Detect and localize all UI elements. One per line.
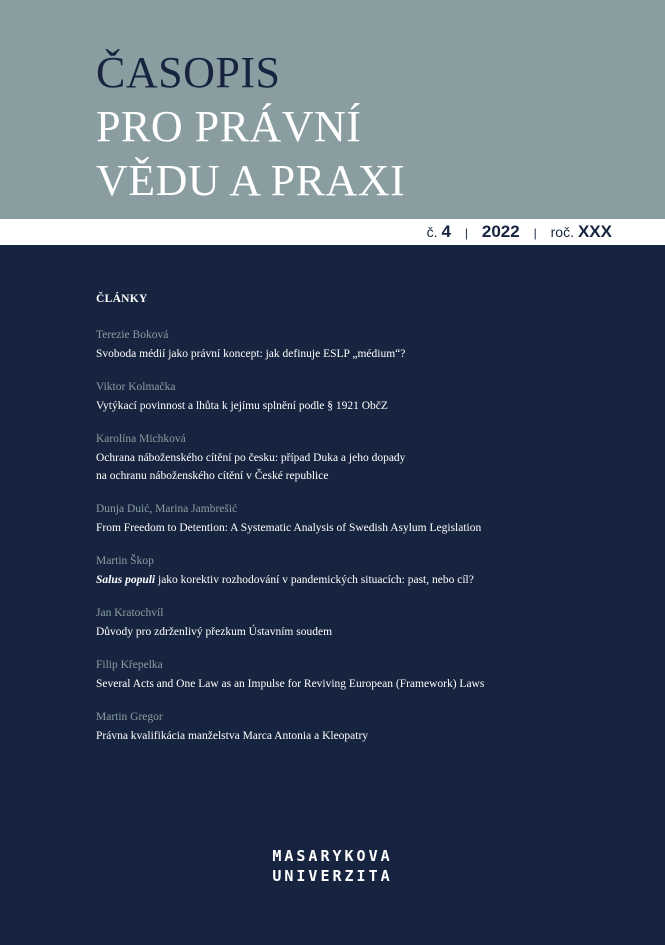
article-title-rest: jako korektiv rozhodování v pandemických situacích: past, nebo cíl? — [155, 574, 474, 586]
article-title: Právna kvalifikácia manželstva Marca Antonia a Kleopatry — [96, 730, 369, 742]
article-item — [96, 431, 616, 485]
publisher-line2: UNIVERZITA — [272, 867, 393, 885]
issue-year: 2022 — [481, 222, 520, 241]
article-title — [96, 449, 616, 485]
table-of-contents — [96, 291, 616, 761]
article-author: Martin Gregor — [96, 711, 163, 723]
publisher-logo — [0, 846, 665, 886]
article-author: Filip Křepelka — [96, 659, 163, 671]
article-item — [96, 327, 616, 363]
article-author: Dunja Duić, Marina Jambrešić — [96, 503, 238, 515]
article-author: Terezie Boková — [96, 329, 169, 341]
article-item — [96, 605, 616, 641]
volume-number: XXX — [577, 222, 612, 241]
article-title: Svoboda médií jako právní koncept: jak definuje ESLP „médium“? — [96, 348, 406, 360]
article-title — [96, 571, 616, 589]
article-item — [96, 657, 616, 693]
article-author: Martin Škop — [96, 555, 154, 567]
article-title: Důvody pro zdrženlivý přezkum Ústavním soudem — [96, 626, 333, 638]
article-title-italic: Salus populi — [96, 574, 156, 586]
journal-title-line1: ČASOPIS — [96, 48, 281, 97]
publisher-line1: MASARYKOVA — [272, 847, 393, 865]
issue-number: 4 — [441, 222, 451, 241]
article-title: Several Acts and One Law as an Impulse for Reviving European (Framework) Laws — [96, 678, 485, 690]
article-item — [96, 501, 616, 537]
article-item — [96, 379, 616, 415]
article-item — [96, 553, 616, 589]
issue-info — [427, 222, 612, 243]
article-title-line: Ochrana náboženského cítění po česku: případ Duka a jeho dopady — [96, 452, 406, 464]
cover-header — [0, 0, 665, 219]
issue-band — [0, 219, 665, 245]
journal-title — [96, 46, 405, 208]
journal-title-line2: PRO PRÁVNÍ — [96, 102, 362, 151]
article-author: Viktor Kolmačka — [96, 381, 176, 393]
issue-number-prefix: č. — [426, 224, 438, 240]
issue-separator: | — [533, 226, 537, 240]
article-item — [96, 709, 616, 745]
article-title-line: na ochranu náboženského cítění v České republice — [96, 470, 329, 482]
volume-prefix: roč. — [550, 224, 574, 240]
article-author: Karolína Michková — [96, 433, 186, 445]
article-author: Jan Kratochvíl — [96, 607, 164, 619]
issue-separator: | — [464, 226, 468, 240]
article-title: From Freedom to Detention: A Systematic Analysis of Swedish Asylum Legislation — [96, 522, 482, 534]
article-title: Vytýkací povinnost a lhůta k jejímu splnění podle § 1921 ObčZ — [96, 400, 388, 412]
journal-title-line3: VĚDU A PRAXI — [96, 156, 406, 205]
section-heading: ČLÁNKY — [96, 293, 148, 305]
